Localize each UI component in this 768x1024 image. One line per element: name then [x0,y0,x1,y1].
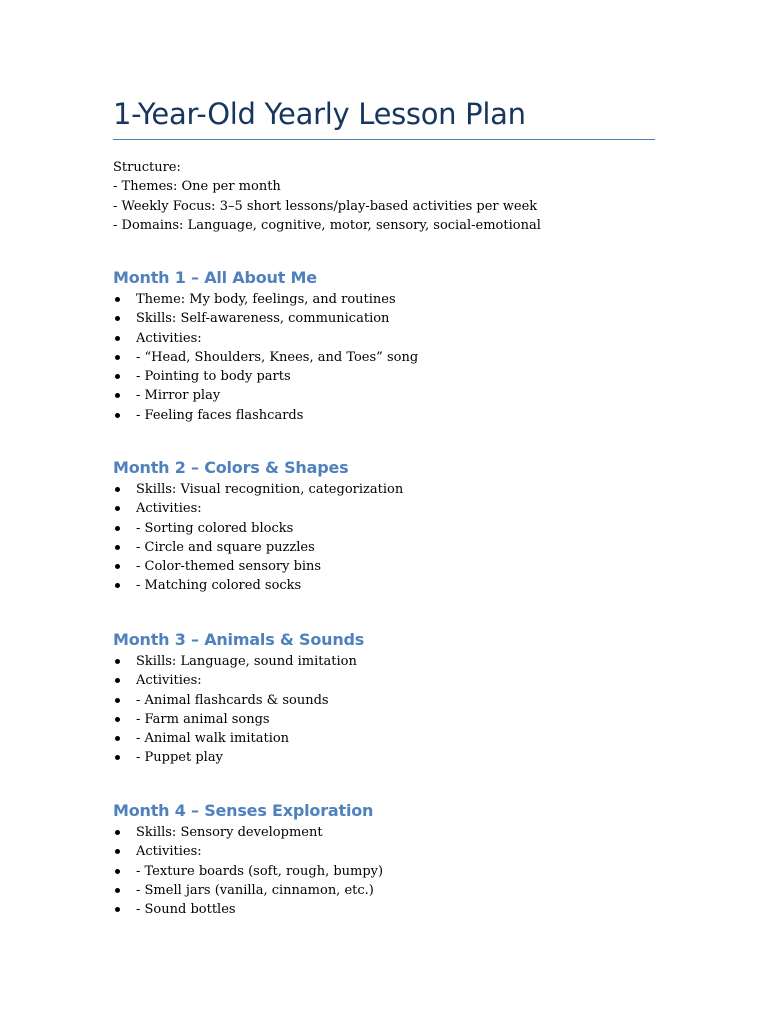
list-item: - Puppet play [113,748,364,767]
structure-line: - Domains: Language, cognitive, motor, sensory, social-emotional [113,217,541,233]
month-2-section [113,457,403,596]
bullet-icon [115,297,120,302]
list-item: Theme: My body, feelings, and routines [113,290,418,309]
list-item: - Sorting colored blocks [113,519,403,538]
bullet-icon [115,336,120,341]
month-heading: Month 4 – Senses Exploration [113,801,374,820]
bullet-icon [115,830,120,835]
list-item: - Texture boards (soft, rough, bumpy) [113,862,383,881]
structure-section [113,158,541,235]
month-heading: Month 1 – All About Me [113,268,317,287]
list-item: - Matching colored socks [113,576,403,595]
bullet-icon [115,413,120,418]
structure-line: - Weekly Focus: 3–5 short lessons/play-based activities per week [113,198,538,214]
month-4-list [113,823,383,919]
bullet-icon [115,698,120,703]
list-item: Activities: [113,671,364,690]
structure-line: Structure: [113,160,181,175]
bullet-icon [115,869,120,874]
month-heading: Month 3 – Animals & Sounds [113,630,365,649]
list-item: - “Head, Shoulders, Knees, and Toes” song [113,348,418,367]
bullet-icon [115,888,120,893]
bullet-icon [115,849,120,854]
month-3-section [113,629,364,768]
bullet-icon [115,659,120,664]
bullet-icon [115,374,120,379]
month-heading: Month 2 – Colors & Shapes [113,458,349,477]
bullet-icon [115,506,120,511]
list-item: Skills: Self-awareness, communication [113,309,418,328]
list-item: Activities: [113,329,418,348]
list-item: Skills: Sensory development [113,823,383,842]
list-item: - Mirror play [113,386,418,405]
list-item: - Circle and square puzzles [113,538,403,557]
list-item: Activities: [113,842,383,861]
list-item: - Animal flashcards & sounds [113,691,364,710]
bullet-icon [115,316,120,321]
list-item: Activities: [113,499,403,518]
list-item: Skills: Visual recognition, categorization [113,480,403,499]
bullet-icon [115,393,120,398]
title-underline [113,139,655,140]
list-item: - Smell jars (vanilla, cinnamon, etc.) [113,881,383,900]
list-item: - Color-themed sensory bins [113,557,403,576]
document-title: 1-Year-Old Yearly Lesson Plan [113,97,526,131]
month-3-list [113,652,364,768]
bullet-icon [115,564,120,569]
month-1-list [113,290,418,425]
bullet-icon [115,736,120,741]
month-4-section [113,800,383,919]
bullet-icon [115,545,120,550]
bullet-icon [115,355,120,360]
bullet-icon [115,583,120,588]
month-1-section [113,267,418,425]
list-item: - Animal walk imitation [113,729,364,748]
list-item: - Sound bottles [113,900,383,919]
list-item: - Feeling faces flashcards [113,406,418,425]
month-2-list [113,480,403,596]
list-item: - Pointing to body parts [113,367,418,386]
bullet-icon [115,755,120,760]
list-item: Skills: Language, sound imitation [113,652,364,671]
bullet-icon [115,526,120,531]
bullet-icon [115,487,120,492]
list-item: - Farm animal songs [113,710,364,729]
bullet-icon [115,717,120,722]
bullet-icon [115,907,120,912]
structure-line: - Themes: One per month [113,179,281,195]
bullet-icon [115,678,120,683]
